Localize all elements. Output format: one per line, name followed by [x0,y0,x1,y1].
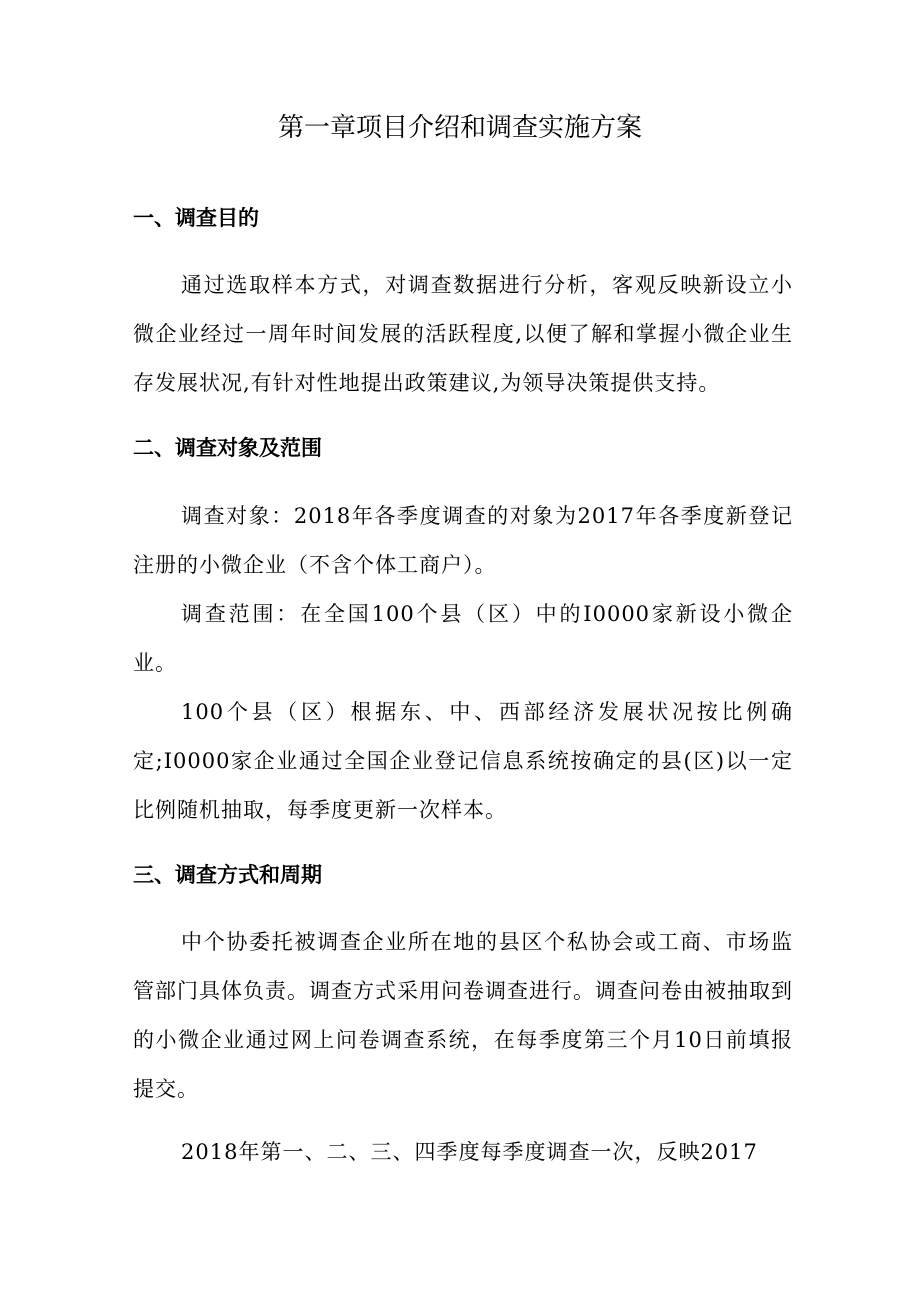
paragraph-method: 中个协委托被调查企业所在地的县区个私协会或工商、市场监管部门具体负责。调查方式采用问卷调查进行。调查问卷由被抽取到的小微企业通过网上问卷调查系统，在每季度第三个月10日前填报提交。 [133,930,793,1101]
chapter-title: 第一章项目介绍和调查实施方案 [277,113,642,143]
paragraph-purpose: 通过选取样本方式，对调查数据进行分析，客观反映新设立小微企业经过一周年时间发展的活跃程度,以便了解和掌握小微企业生存发展状况,有针对性地提出政策建议,为领导决策提供支持。 [133,273,793,395]
section-heading-method: 三、调查方式和周期 [133,863,322,887]
paragraph-period: 2018年第一、二、三、四季度每季度调查一次，反映2017 [181,1140,758,1164]
section-heading-scope: 二、调查对象及范围 [133,436,322,460]
paragraph-survey-object: 调查对象：2018年各季度调查的对象为2017年各季度新登记注册的小微企业（不含个体工商户）。 [133,504,793,577]
section-heading-purpose: 一、调查目的 [133,206,259,230]
paragraph-sampling: 100个县（区）根据东、中、西部经济发展状况按比例确定;I0000家企业通过全国企业登记信息系统按确定的县(区)以一定比例随机抽取，每季度更新一次样本。 [133,700,793,822]
paragraph-survey-range: 调查范围：在全国100个县（区）中的I0000家新设小微企业。 [133,602,793,675]
